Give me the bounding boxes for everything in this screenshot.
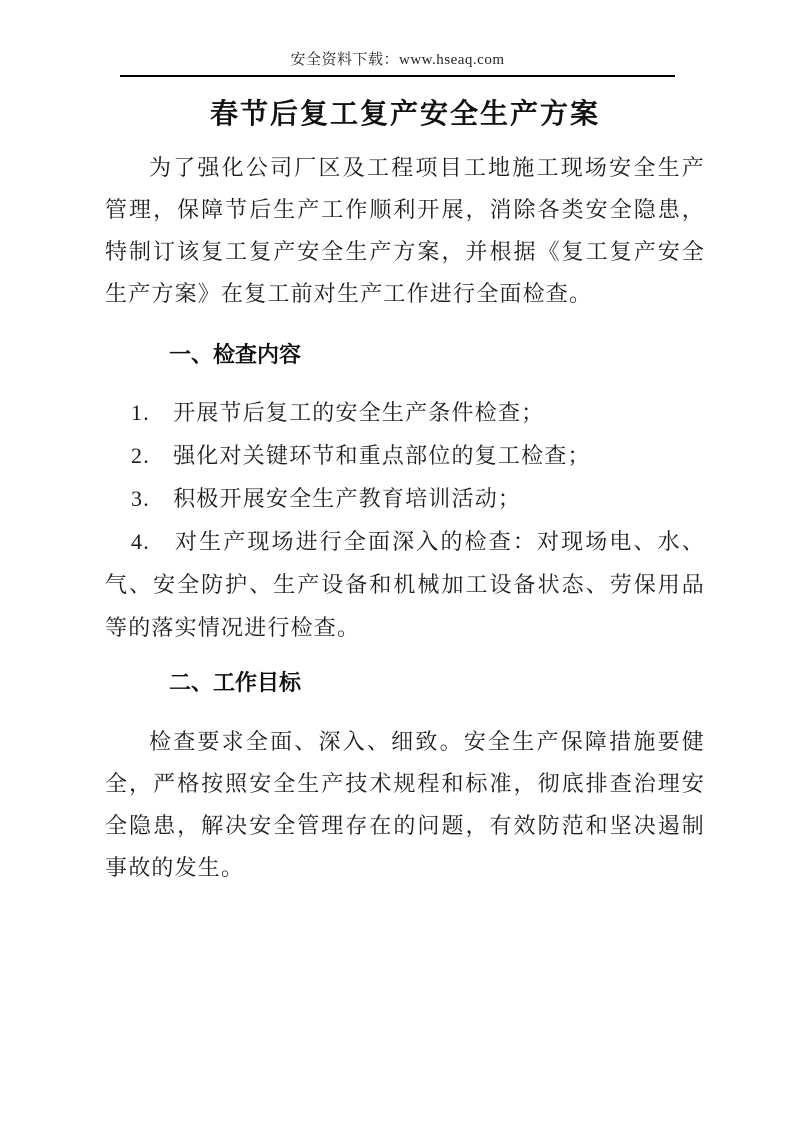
section-heading-work-goals: 二、工作目标 [169, 670, 302, 695]
list-item: 4. 对生产现场进行全面深入的检查：对现场电、水、气、安全防护、生产设备和机械加工设备状态、劳保用品等的落实情况进行检查。 [105, 529, 705, 640]
list-item: 1. 开展节后复工的安全生产条件检查； [131, 400, 545, 425]
section-heading-inspection-content: 一、检查内容 [169, 342, 302, 367]
header-watermark-text: 安全资料下载：www.hseaq.com [290, 52, 505, 68]
intro-paragraph: 为了强化公司厂区及工程项目工地施工现场安全生产管理，保障节后生产工作顺利开展，消除各类安全隐患，特制订该复工复产安全生产方案，并根据《复工复产安全生产方案》在复工前对生产工作进行全面检查。 [105, 155, 705, 306]
page-header [0, 0, 793, 77]
header-rule [120, 48, 675, 77]
list-item: 2. 强化对关键环节和重点部位的复工检查； [131, 443, 591, 468]
closing-paragraph: 检查要求全面、深入、细致。安全生产保障措施要健全，严格按照安全生产技术规程和标准，彻底排查治理安全隐患，解决安全管理存在的问题，有效防范和坚决遏制事故的发生。 [105, 729, 705, 880]
document-title: 春节后复工复产安全生产方案 [209, 99, 600, 130]
list-item: 3. 积极开展安全生产教育培训活动； [131, 486, 522, 511]
document-body [105, 97, 705, 889]
